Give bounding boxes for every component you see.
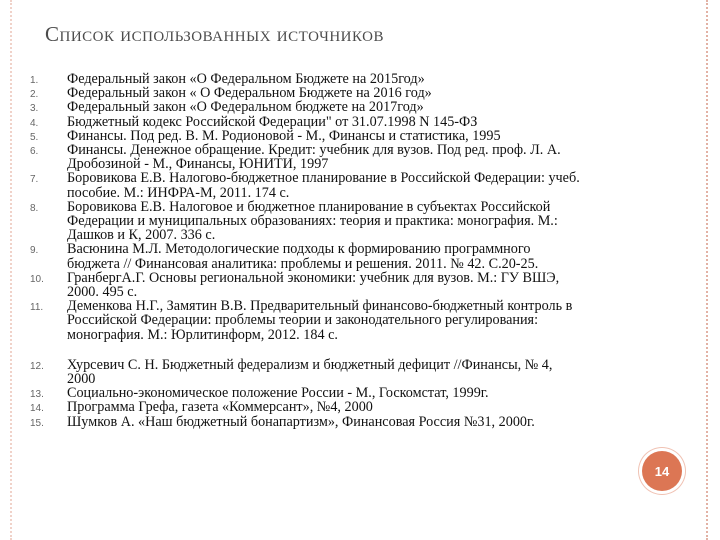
item-number: 7.: [30, 174, 39, 186]
list-item: [0, 415, 690, 429]
item-number: 6.: [30, 146, 39, 158]
list-item: [0, 358, 690, 386]
item-text: Бюджетный кодекс Российской Федерации" от 31.07.1998 N 145-ФЗ: [67, 113, 478, 130]
item-number: 13.: [30, 389, 44, 401]
item-number: 2.: [30, 89, 39, 101]
list-item: [0, 100, 690, 114]
item-text: Боровикова Е.В. Налоговое и бюджетное планирование в субъектах Российской Федерации и муниципальных образованиях: теория и практика: монография. М.: Дашков и К, 2007. 336 с.: [67, 198, 558, 244]
item-text: Федеральный закон «О Федеральном бюджете на 2017год»: [67, 99, 424, 116]
item-number: 3.: [30, 103, 39, 115]
item-text: ГранбергА.Г. Основы региональной экономики: учебник для вузов. М.: ГУ ВШЭ, 2000. 495 с.: [67, 269, 560, 301]
list-item: [0, 400, 690, 414]
item-text: Васюнина М.Л. Методологические подходы к формированию программного бюджета // Финансовая аналитика: проблемы и решения. 2011. № 42. С.20-25.: [67, 241, 539, 272]
item-text: Финансы. Денежное обращение. Кредит: учебник для вузов. Под ред. проф. Л. А. Дробозиной - М., Финансы, ЮНИТИ, 1997: [67, 142, 561, 173]
list-item: [0, 143, 690, 171]
decorative-right-border: [706, 0, 708, 540]
item-number: 15.: [30, 417, 44, 429]
item-number: 4.: [30, 117, 39, 129]
item-number: 1.: [30, 75, 39, 86]
item-text: Социально-экономическое положение России - М., Госкомстат, 1999г.: [67, 385, 489, 402]
item-number: 14.: [30, 403, 44, 415]
list-gap: [0, 342, 690, 358]
item-text: Деменкова Н.Г., Замятин В.В. Предварительный финансово-бюджетный контроль в Российской Федерации: проблемы теории и законодательного регулирования: монография. М.: Юрлитинформ, 2012. 184 с.: [67, 298, 573, 343]
sources-list: [0, 72, 690, 429]
item-number: 5.: [30, 131, 39, 143]
item-text: Федеральный закон «О Федеральном Бюджете на 2015год»: [67, 71, 425, 87]
list-item: [0, 200, 690, 243]
list-item: [0, 386, 690, 400]
list-item: [0, 115, 690, 129]
list-item: [0, 242, 690, 270]
item-text: Федеральный закон « О Федеральном Бюджете на 2016 год»: [67, 85, 432, 102]
list-item: [0, 299, 690, 342]
slide-title: Список использованных источников: [45, 22, 384, 46]
item-number: 11.: [30, 302, 44, 314]
item-number: 10.: [30, 273, 44, 285]
item-text: Финансы. Под ред. В. М. Родионовой - М., Финансы и статистика, 1995: [67, 127, 501, 144]
list-item: [0, 72, 690, 86]
item-number: 9.: [30, 245, 39, 257]
item-text: Хурсевич С. Н. Бюджетный федерализм и бюджетный дефицит //Финансы, № 4, 2000: [67, 356, 553, 388]
item-number: 8.: [30, 202, 39, 214]
list-item: [0, 129, 690, 143]
item-number: 12.: [30, 360, 44, 372]
item-text: Программа Грефа, газета «Коммерсант», №4, 2000: [67, 399, 373, 416]
list-item: [0, 86, 690, 100]
item-text: Шумков А. «Наш бюджетный бонапартизм», Финансовая Россия №31, 2000г.: [67, 413, 535, 430]
list-item: [0, 171, 690, 199]
item-text: Боровикова Е.В. Налогово-бюджетное планирование в Российской Федерации: учеб. пособие. М.: ИНФРА-М, 2011. 174 с.: [67, 170, 580, 201]
list-item: [0, 271, 690, 299]
page-number-badge: 14: [642, 451, 682, 491]
